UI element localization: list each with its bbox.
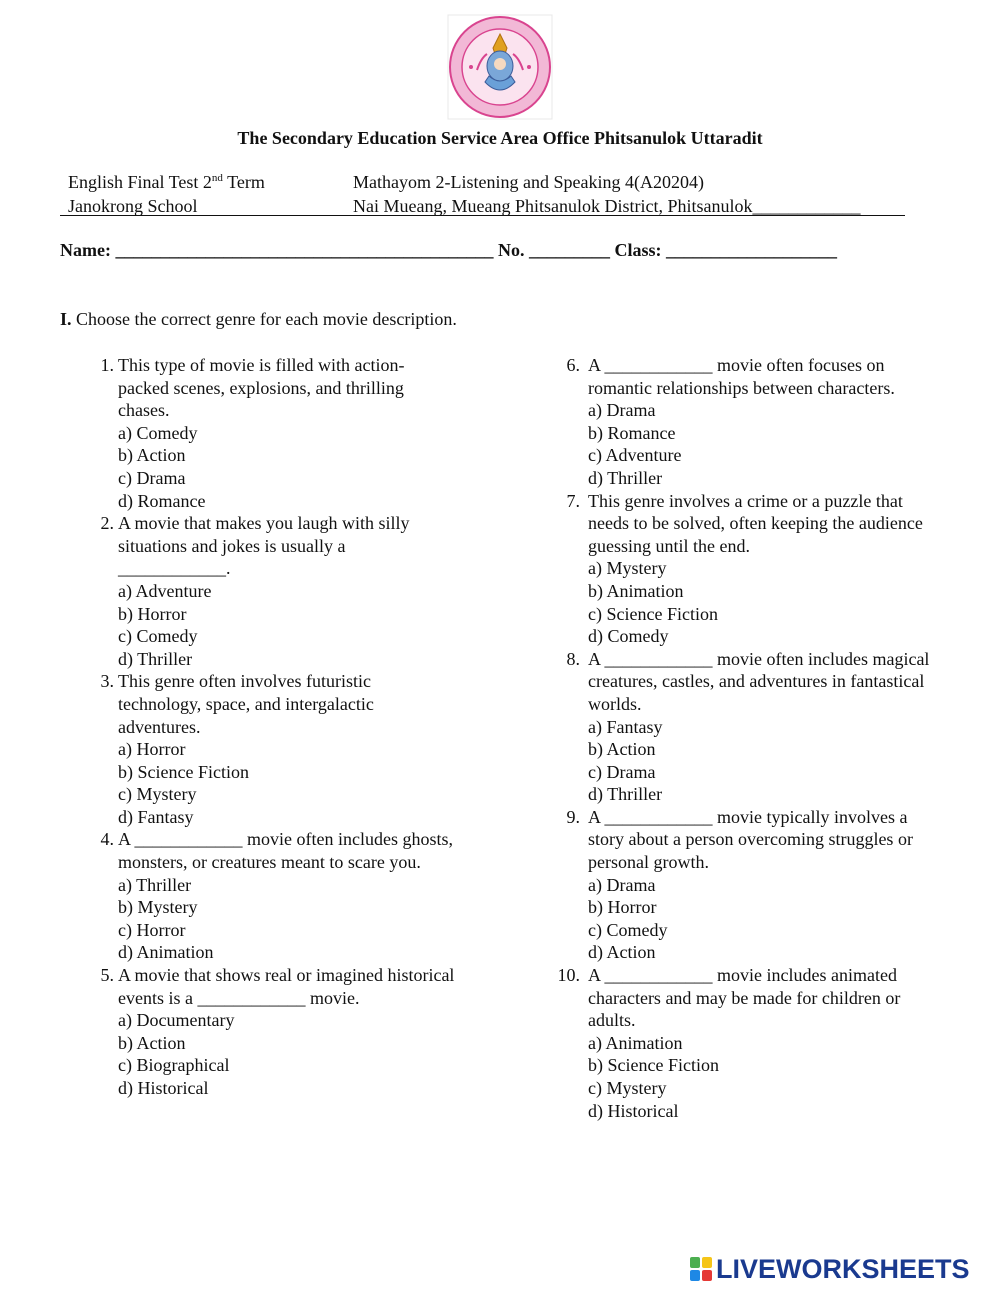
question-text: A ____________ movie includes animated characters and may be made for children or adults. — [588, 965, 901, 1031]
answer-option[interactable]: d) Comedy — [588, 626, 669, 647]
answer-option[interactable]: d) Thriller — [118, 648, 193, 669]
question-2 — [100, 512, 498, 670]
question-5 — [100, 964, 498, 1100]
school-location: Nai Mueang, Mueang Phitsanulok District, Phitsanulok____________ — [353, 196, 861, 216]
answer-option[interactable]: b) Science Fiction — [588, 1055, 719, 1076]
answer-option[interactable]: c) Horror — [118, 919, 186, 940]
answer-option[interactable]: a) Thriller — [118, 874, 192, 895]
question-number: 7. — [566, 490, 580, 511]
answer-option[interactable]: d) Thriller — [588, 467, 663, 488]
question-8 — [566, 648, 948, 806]
answer-option[interactable]: d) Fantasy — [118, 806, 194, 827]
answer-option[interactable]: d) Romance — [118, 490, 206, 511]
answer-option[interactable]: a) Comedy — [118, 422, 198, 443]
answer-option[interactable]: c) Comedy — [118, 626, 198, 647]
answer-option[interactable]: c) Drama — [118, 467, 186, 488]
question-number: 9. — [566, 806, 580, 827]
question-text: A movie that shows real or imagined historical events is a ____________ movie. — [118, 965, 455, 1008]
school-seal-logo — [447, 14, 553, 120]
office-title: The Secondary Education Service Area Office Phitsanulok Uttaradit — [237, 128, 763, 148]
question-10 — [557, 964, 948, 1122]
answer-option[interactable]: a) Adventure — [118, 580, 212, 601]
answer-option[interactable]: a) Animation — [588, 1032, 683, 1053]
answer-option[interactable]: a) Drama — [588, 400, 656, 421]
question-6 — [566, 354, 948, 490]
test-title — [68, 172, 265, 193]
question-number: 1. — [100, 355, 114, 375]
question-7 — [566, 490, 948, 648]
questions-right-column — [557, 354, 948, 1122]
school-seal-icon — [447, 14, 553, 120]
answer-option[interactable]: b) Horror — [588, 897, 657, 918]
answer-option[interactable]: c) Comedy — [588, 919, 668, 940]
question-9 — [566, 806, 948, 964]
answer-option[interactable]: b) Romance — [588, 422, 676, 443]
question-number: 5. — [100, 965, 114, 986]
question-number: 2. — [100, 513, 114, 534]
answer-option[interactable]: b) Science Fiction — [118, 761, 249, 782]
test-title-term: Term — [222, 172, 265, 192]
answer-option[interactable]: d) Thriller — [588, 784, 663, 805]
answer-option[interactable]: c) Adventure — [588, 445, 682, 466]
test-title-superscript: nd — [211, 172, 223, 184]
answer-option[interactable]: a) Horror — [118, 739, 186, 760]
question-text: A movie that makes you laugh with silly situations and jokes is usually a ____________. — [118, 513, 410, 579]
question-number: 6. — [566, 355, 580, 375]
section-label: I. — [60, 309, 72, 329]
question-text: A ____________ movie typically involves a story about a person overcoming struggles or personal growth. — [588, 806, 913, 873]
question-number: 8. — [566, 648, 580, 669]
school-name: Janokrong School — [68, 196, 198, 216]
header-underline — [60, 215, 905, 216]
answer-option[interactable]: a) Mystery — [588, 558, 667, 579]
question-text: A ____________ movie often focuses on romantic relationships between characters. — [588, 355, 895, 398]
answer-option[interactable]: b) Horror — [118, 603, 187, 624]
question-text: This genre involves a crime or a puzzle that needs to be solved, often keeping the audience guessing until the end. — [588, 490, 923, 556]
question-number: 3. — [100, 671, 114, 692]
questions-left-column — [100, 354, 498, 1100]
answer-option[interactable]: d) Historical — [588, 1100, 679, 1121]
answer-option[interactable]: b) Action — [118, 445, 186, 466]
answer-option[interactable]: b) Action — [588, 739, 656, 760]
test-title-main: English Final Test 2 — [68, 172, 212, 192]
question-3 — [100, 670, 498, 828]
answer-option[interactable]: c) Drama — [588, 761, 656, 782]
question-4 — [100, 828, 498, 964]
question-number: 10. — [557, 965, 580, 986]
question-text: A ____________ movie often includes magical creatures, castles, and adventures in fantastical worlds. — [588, 648, 930, 714]
liveworksheets-watermark — [690, 1254, 970, 1284]
answer-option[interactable]: d) Action — [588, 942, 656, 963]
answer-option[interactable]: c) Mystery — [118, 784, 197, 805]
answer-option[interactable]: a) Fantasy — [588, 716, 663, 737]
liveworksheets-logo-icon — [690, 1257, 712, 1281]
answer-option[interactable]: d) Historical — [118, 1078, 209, 1098]
answer-option[interactable]: a) Drama — [588, 874, 656, 895]
section-text: Choose the correct genre for each movie description. — [71, 309, 457, 329]
answer-option[interactable]: d) Animation — [118, 942, 214, 963]
section-instruction — [60, 309, 457, 330]
answer-option[interactable]: c) Science Fiction — [588, 603, 718, 624]
liveworksheets-text: LIVEWORKSHEETS — [716, 1253, 970, 1284]
student-info-line: Name: __________________________________________ No. _________ Class: ___________________ — [60, 240, 837, 260]
question-number: 4. — [100, 829, 114, 850]
question-text: This type of movie is filled with action-packed scenes, explosions, and thrilling chases. — [118, 355, 405, 421]
answer-option[interactable]: c) Mystery — [588, 1078, 667, 1098]
answer-option[interactable]: b) Action — [118, 1032, 186, 1053]
subject-label: Mathayom 2-Listening and Speaking 4(A20204) — [353, 172, 704, 192]
question-text: This genre often involves futuristic technology, space, and intergalactic adventures. — [118, 671, 374, 737]
question-text: A ____________ movie often includes ghosts, monsters, or creatures meant to scare you. — [118, 829, 453, 873]
answer-option[interactable]: a) Documentary — [118, 1010, 235, 1031]
answer-option[interactable]: b) Animation — [588, 580, 684, 601]
answer-option[interactable]: b) Mystery — [118, 897, 198, 918]
answer-option[interactable]: c) Biographical — [118, 1055, 230, 1076]
question-1 — [100, 354, 498, 512]
